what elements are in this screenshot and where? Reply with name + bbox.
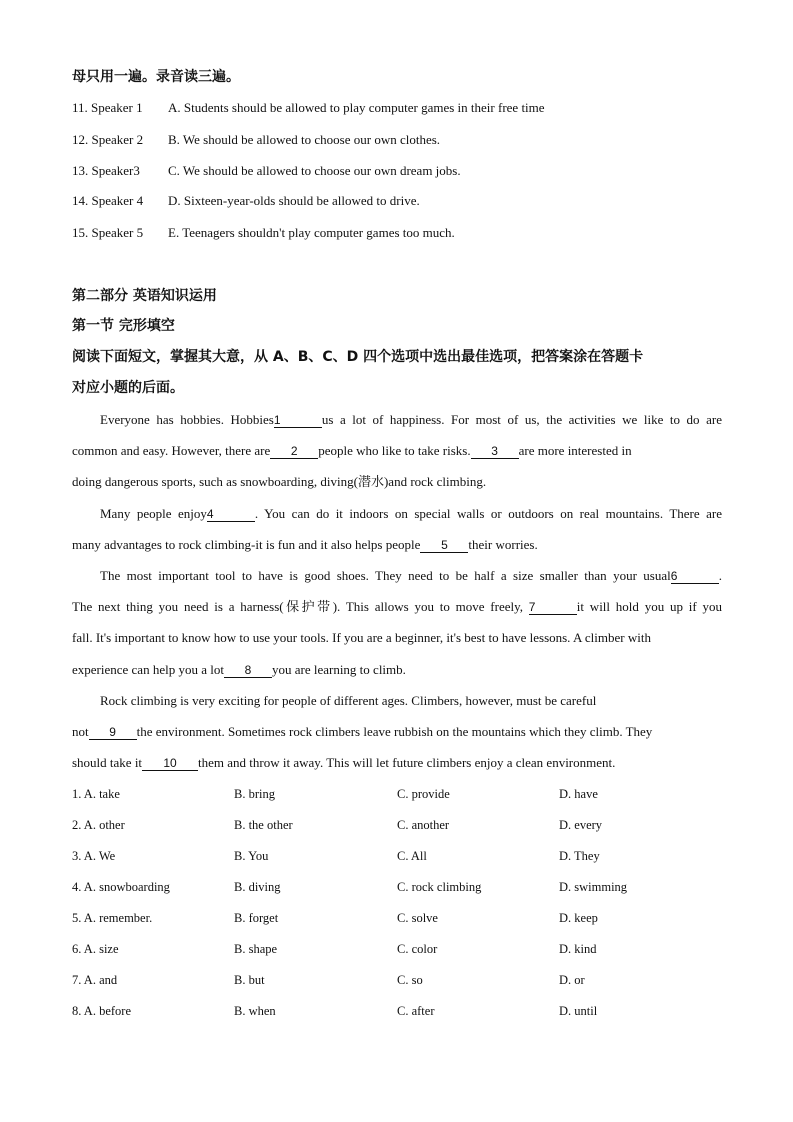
statement-text: B. We should be allowed to choose our own clothes. bbox=[168, 132, 441, 147]
answer-blank: 7 bbox=[529, 601, 577, 615]
passage-text: doing dangerous sports, such as snowboarding, diving(潜水)and rock climbing. bbox=[72, 474, 487, 490]
speaker-label: 13. Speaker3 bbox=[72, 163, 140, 178]
passage-text: Everyone has hobbies. Hobbies bbox=[100, 412, 274, 427]
passage-text: . You can do it indoors on special walls or outdoors on real mountains. There are bbox=[254, 505, 722, 521]
option-5-d: D. keep bbox=[559, 911, 598, 925]
passage-text: us a lot of happiness. For most of us, the activities we like to do are bbox=[321, 412, 722, 427]
passage-line bbox=[100, 506, 722, 522]
option-8-d: D. until bbox=[559, 1004, 598, 1018]
passage-line bbox=[72, 443, 722, 459]
passage-line bbox=[72, 724, 722, 740]
option-7-c: C. so bbox=[397, 973, 423, 987]
passage-line bbox=[72, 474, 722, 490]
option-3-d: D. They bbox=[559, 849, 600, 863]
option-2-c: C. another bbox=[397, 818, 450, 832]
passage-text: it will hold you up if you bbox=[576, 599, 722, 615]
section-title: 第一节 完形填空 bbox=[72, 318, 175, 334]
passage-line bbox=[100, 693, 722, 709]
passage-text: not bbox=[72, 724, 89, 739]
answer-blank: 4 bbox=[207, 508, 255, 522]
statement-text: A. Students should be allowed to play computer games in their free time bbox=[168, 100, 545, 115]
instructions-line-2: 对应小题的后面。 bbox=[72, 380, 184, 396]
option-5-b: B. forget bbox=[234, 911, 279, 925]
statement-text: E. Teenagers shouldn't play computer games too much. bbox=[168, 225, 455, 240]
answer-blank: 6 bbox=[671, 570, 719, 584]
passage-line bbox=[72, 630, 722, 646]
passage-text: you are learning to climb. bbox=[271, 661, 406, 677]
passage-text: the environment. Sometimes rock climbers leave rubbish on the mountains which they climb. They bbox=[136, 724, 653, 739]
passage-text: fall. It's important to know how to use your tools. If you are a beginner, it's best to have lessons. A climber with bbox=[72, 630, 651, 646]
passage-text: The most important tool to have is good shoes. They need to be half a size smaller than your usual bbox=[100, 568, 671, 583]
option-1-b: B. bring bbox=[234, 787, 275, 801]
answer-blank: 8 bbox=[224, 664, 272, 678]
listening-instruction: 母只用一遍。录音读三遍。 bbox=[72, 69, 240, 85]
matching-row bbox=[72, 163, 461, 179]
option-2-a: 2. A. other bbox=[72, 818, 125, 832]
option-5-a: 5. A. remember. bbox=[72, 911, 153, 925]
passage-line bbox=[100, 412, 722, 428]
option-5-c: C. solve bbox=[397, 911, 438, 925]
passage-text: should take it bbox=[72, 755, 143, 771]
statement-text: D. Sixteen-year-olds should be allowed to drive. bbox=[168, 193, 420, 208]
passage-text: . bbox=[718, 568, 722, 583]
option-4-c: C. rock climbing bbox=[397, 880, 482, 894]
option-4-b: B. diving bbox=[234, 880, 281, 894]
option-6-d: D. kind bbox=[559, 942, 597, 956]
passage-text: Rock climbing is very exciting for people of different ages. Climbers, however, must be careful bbox=[100, 692, 597, 708]
answer-blank: 5 bbox=[420, 539, 468, 553]
passage-line bbox=[100, 568, 722, 584]
option-1-d: D. have bbox=[559, 787, 598, 801]
passage-text: many advantages to rock climbing-it is fun and it also helps people bbox=[72, 536, 421, 552]
instructions-line-1: 阅读下面短文，掌握其大意，从 A、B、C、D 四个选项中选出最佳选项，把答案涂在答题卡 bbox=[72, 349, 644, 365]
passage-text: are more interested in bbox=[518, 443, 632, 459]
option-3-a: 3. A. We bbox=[72, 849, 116, 863]
passage-line bbox=[72, 599, 722, 615]
option-2-d: D. every bbox=[559, 818, 603, 832]
passage-text: them and throw it away. This will let future climbers enjoy a clean environment. bbox=[198, 755, 616, 771]
answer-blank: 1 bbox=[274, 414, 322, 428]
passage-text: common and easy. However, there are bbox=[72, 443, 271, 459]
speaker-label: 14. Speaker 4 bbox=[72, 193, 144, 208]
option-8-a: 8. A. before bbox=[72, 1004, 132, 1018]
passage-text: The next thing you need is a harness(保护带). This allows you to move freely, bbox=[72, 599, 529, 615]
passage-text: experience can help you a lot bbox=[72, 661, 224, 677]
answer-blank: 9 bbox=[89, 726, 137, 740]
passage-line bbox=[72, 537, 722, 553]
answer-blank: 3 bbox=[471, 445, 519, 459]
option-2-b: B. the other bbox=[234, 818, 293, 832]
speaker-label: 12. Speaker 2 bbox=[72, 132, 144, 147]
matching-row bbox=[72, 100, 545, 116]
answer-blank: 2 bbox=[270, 445, 318, 459]
passage-text: people who like to take risks. bbox=[318, 443, 471, 459]
speaker-label: 15. Speaker 5 bbox=[72, 225, 144, 240]
matching-row bbox=[72, 132, 440, 148]
option-7-b: B. but bbox=[234, 973, 265, 987]
option-4-d: D. swimming bbox=[559, 880, 628, 894]
option-1-a: 1. A. take bbox=[72, 787, 120, 801]
option-1-c: C. provide bbox=[397, 787, 450, 801]
answer-blank: 10 bbox=[142, 757, 198, 771]
option-3-c: C. All bbox=[397, 849, 427, 863]
passage-line bbox=[72, 662, 722, 678]
option-7-d: D. or bbox=[559, 973, 585, 987]
matching-row bbox=[72, 193, 420, 209]
option-8-b: B. when bbox=[234, 1004, 276, 1018]
option-8-c: C. after bbox=[397, 1004, 435, 1018]
option-6-c: C. color bbox=[397, 942, 438, 956]
option-3-b: B. You bbox=[234, 849, 269, 863]
option-6-a: 6. A. size bbox=[72, 942, 119, 956]
passage-text: their worries. bbox=[468, 536, 538, 552]
option-7-a: 7. A. and bbox=[72, 973, 118, 987]
part-title: 第二部分 英语知识运用 bbox=[72, 288, 217, 304]
speaker-label: 11. Speaker 1 bbox=[72, 100, 143, 115]
passage-text: Many people enjoy bbox=[100, 505, 207, 521]
statement-text: C. We should be allowed to choose our own dream jobs. bbox=[168, 163, 461, 178]
option-6-b: B. shape bbox=[234, 942, 278, 956]
passage-line bbox=[72, 755, 722, 771]
matching-row bbox=[72, 225, 455, 241]
option-4-a: 4. A. snowboarding bbox=[72, 880, 170, 894]
